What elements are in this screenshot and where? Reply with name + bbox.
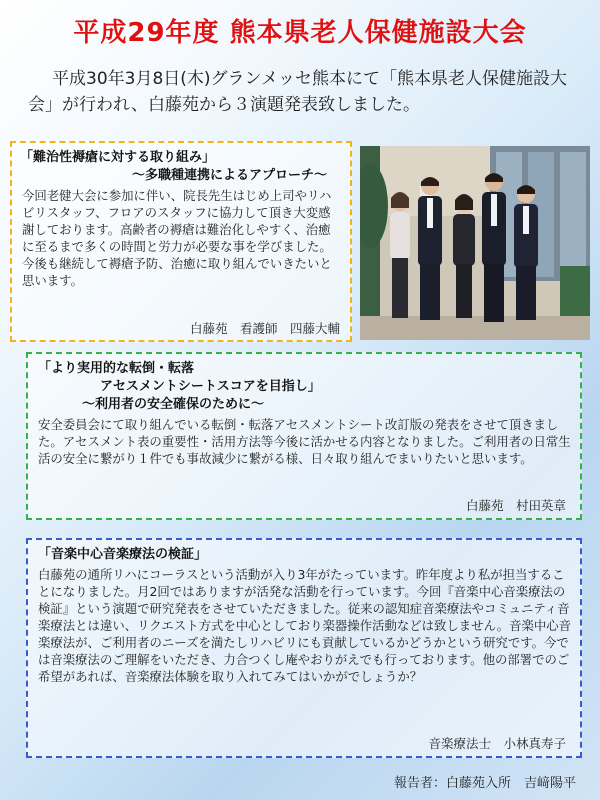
section-pressure-ulcer [10,141,352,342]
section-music-therapy [26,538,582,758]
group-photo [360,146,590,340]
intro-paragraph: 平成30年3月8日(木)グランメッセ熊本にて「熊本県老人保健施設大会」が行われ、白藤苑から３演題発表致しました。 [28,69,568,115]
section-2-signature: 白藤苑 村田英章 [465,498,566,513]
section-fall-assessment [26,352,582,520]
section-2-subheading-2: ～利用者の安全確保のために～ [82,397,265,412]
section-1-heading: 「難治性褥瘡に対する取り組み」 [20,150,216,165]
section-3-body: 白藤苑の通所リハにコーラスという活動が入り3年がたっています。昨年度より私が担当することになりました。月2回ではありますが活発な活動を行っています。今回『音楽中心音楽療法の検証』という演題で研究発表をさせていただきました。従来の認知症音楽療法やコミュニティ音楽療法とは違い、リクエスト方式を中心としており楽器操作活動などは致しません。音楽中心音楽療法が、ご利用者のニーズを満たしリハビリにも貢献しているかどうかという研究です。今では音楽療法のご理解をいただき、力合つくし庵やおりがえでも行っております。他の部署でのご希望があれば、音楽療法体験を取り入れてみてはいかがでしょうか？ [38,567,572,684]
section-1-subheading: ～多職種連携によるアプローチ～ [132,168,328,183]
section-2-body: 安全委員会にて取り組んでいる転倒・転落アセスメントシート改訂版の発表をさせて頂きました。アセスメント表の重要性・活用方法等今後に活かせる内容となりました。ご利用者の日常生活の安全に繋がり１件でも事故減少に繋がる様、日々取り組んでまいりたいと思います。 [38,417,571,466]
section-2-subheading: アセスメントシートスコアを目指し」 [100,379,321,394]
section-1-body: 今回老健大会に参加に伴い、院長先生はじめ上司やリハビリスタッフ、フロアのスタッフに協力して頂き大変感謝しております。高齢者の褥瘡は難治化しやすく、治癒に至るまで多くの時間と労力が必要な事を学びました。今後も継続して褥瘡予防、治癒に取り組んでいきたいと思います。 [22,188,332,288]
reporter-line: 報告者：白藤苑入所 吉﨑陽平 [393,776,576,791]
section-2-heading: 「より実用的な転倒・転落 [38,361,195,376]
section-3-signature: 音楽療法士 小林真寿子 [428,736,566,751]
section-3-heading: 「音楽中心音楽療法の検証」 [38,547,208,562]
section-1-signature: 白藤苑 看護師 四藤大輔 [189,321,340,336]
page-title: 平成29年度 熊本県老人保健施設大会 [73,18,527,48]
